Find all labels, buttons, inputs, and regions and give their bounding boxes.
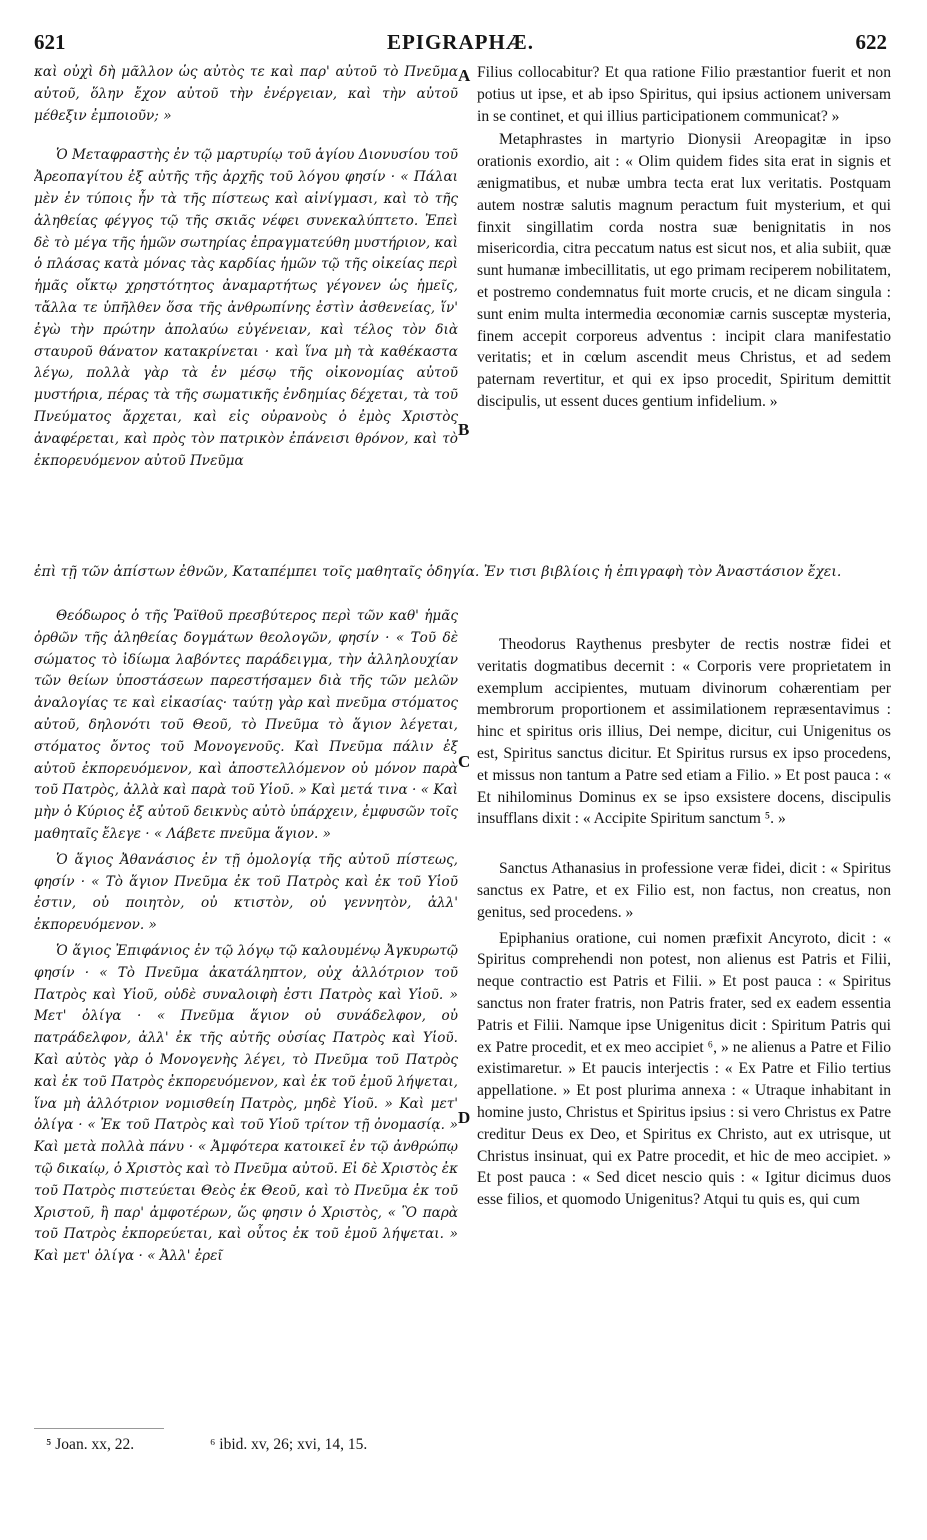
margin-letter-d: D	[458, 1108, 471, 1127]
greek-spanning-text: ἐπὶ τῇ τῶν ἀπίστων ἐθνῶν, Καταπέμπει τοῖς μαθηταῖς ὁδηγία. Ἐν τισι βιβλίοις ἡ ἐπιγραφὴ τὸν Ἀναστάσιον ἔχει.	[34, 564, 842, 580]
footnote-left: ⁵ Joan. xx, 22.	[46, 1436, 135, 1453]
greek-paragraph-5: Ὁ ἅγιος Ἐπιφάνιος ἐν τῷ λόγῳ τῷ καλουμένῳ Ἀγκυρωτῷ φησίν · « Τὸ Πνεῦμα ἀκατάληπτον, οὐχ ἀλλότριον τοῦ Πατρὸς καὶ Υἱοῦ, οὐδὲ συναλοιφὴ ἐστι Πατρὸς καὶ Υἱοῦ. » Μετ' ὀλίγα · « Πνεῦμα ἅγιον οὐ συνάδελφον, οὐ πατράδελφον, ἀλλ' ἐκ τῆς αὐτῆς οὐσίας Πατρὸς καὶ Υἱοῦ. Καὶ αὐτὸς γὰρ ὁ Μονογενὴς λέγει, τὸ Πνεῦμα τοῦ Πατρὸς καὶ ἐκ τοῦ Πατρὸς ἐκπορευόμενον, καὶ ἐκ τοῦ ἐμοῦ λήψεται, ἵνα μὴ ἀλλότριον νομισθείη Πατρὸς, μηδὲ Υἱοῦ. » Καὶ μετ' ὀλίγα · « Ἐκ τοῦ Πατρὸς καὶ τοῦ Υἱοῦ τρίτον τῇ ὀνομασίᾳ. » Καὶ μετὰ πολλὰ πάνυ · « Ἀμφότερα κατοικεῖ ἐν τῷ ἀνθρώπῳ τῷ δικαίῳ, ὁ Χριστὸς καὶ τὸ Πνεῦμα αὐτοῦ. Εἰ δὲ Χριστὸς ἐκ τοῦ Πατρὸς πιστεύεται Θεὸς ἐκ Θεοῦ, καὶ τὸ Πνεῦμα ἐκ τοῦ Χριστοῦ, ἢ παρ' ἀμφοτέρων, ὥς φησιν ὁ Χριστὸς, « Ὃ παρὰ τοῦ Πατρὸς ἐκπορεύεται, καὶ οὗτος ἐκ τοῦ ἐμοῦ λήψεται. » Καὶ μετ' ὀλίγα · « Ἀλλ' ἐρεῖ	[34, 942, 458, 1265]
page-number-left: 621	[34, 30, 66, 54]
greek-column	[34, 62, 458, 554]
footnote-right: ⁶ ibid. xv, 26; xvi, 14, 15.	[210, 1436, 368, 1453]
greek-spanning-line	[34, 562, 891, 606]
latin-column-upper	[477, 62, 891, 560]
latin-paragraph-5: Epiphanius oratione, cui nomen præfixit Ancyroto, dicit : « Spiritus comprehendi non potest, non alienus est Patris et Filii, neque contractio est Patris et Filii. » Et post pauca : « Spiritus sanctus non frater fratris, non Patris frater, sed ex eadem essentia Patris et Filii. Namque ipse Unigenitus dicit : Spiritum Patris qui ex Patre procedit, et ex meo accipiet ⁶, » ne alienus a Patre et Filio existimaretur. » Et paucis interjectis : « Ex Patre et Filio tertius appellatione. » Et post plurima annexa : « Utraque inhabitant in homine justo, Christus et Spiritus ipsius : si vero Christus ex Patre creditur Deus ex Deo, et Spiritus ex Christo, aut ex utrisque, ut Christus insinuat, qui ex Patre procedit, et hic de meo accipiet. » Et post pauca : « Sed dicet nescio quis : « Igitur dicimus duos esse filios, et quomodo Unigenitus? Atqui tu quis es, qui cum	[477, 929, 891, 1209]
page-number-right: 622	[855, 30, 887, 54]
greek-column-lower	[34, 606, 458, 1426]
margin-letter-c: C	[458, 752, 471, 771]
greek-paragraph-3: Θεόδωρος ὁ τῆς Ῥαϊθοῦ πρεσβύτερος περὶ τῶν καθ' ἡμᾶς ὀρθῶν τῆς ἀληθείας δογμάτων θεολογῶν, φησίν · « Τοῦ δὲ σώματος τὸ ἰδίωμα λαβόντες παράδειγμα, τὴν ἀλληλουχίαν τῶν θείων ὑποστάσεων παρεστήσαμεν διὰ τῆς τῶν μελῶν ἀναλογίας τε καὶ εἰκασίας· ταύτῃ γὰρ καὶ πνεῦμα στόματος αὐτοῦ, δηλονότι τοῦ Θεοῦ, τὸ Πνεῦμα τὸ ἅγιον λέγεται, στόματος ὄντος τοῦ Μονογενοῦς. Καὶ Πνεῦμα πάλιν ἐξ αὐτοῦ ἐκπορευόμενον, καὶ ἀποστελλόμενον οὐ μόνον παρὰ τοῦ Πατρὸς, ἀλλὰ καὶ παρὰ τοῦ Υἱοῦ. » Καὶ μετά τινα · « Καὶ μὴν ὁ Κύριος ἐξ αὐτοῦ δεικνὺς αὐτὸ ὑπάρχειν, ἐμφυσῶν τοῖς μαθηταῖς ἔλεγε · « Λάβετε πνεῦμα ἅγιον. »	[34, 608, 458, 842]
greek-paragraph-2: Ὁ Μεταφραστὴς ἐν τῷ μαρτυρίῳ τοῦ ἁγίου Διονυσίου τοῦ Ἀρεοπαγίτου ἐξ αὐτῆς τῆς ἀρχῆς τοῦ λόγου φησίν · « Πάλαι μὲν ἐν τύποις ἦν τὰ τῆς πίστεως καὶ αἰνίγμασι, καὶ τὸ τῆς ἀληθείας φέγγος τῷ τῆς σκιᾶς νέφει συνεκαλύπτετο. Ἐπεὶ δὲ τὸ μέγα τῆς ἡμῶν σωτηρίας ἐπραγματεύθη μυστήριον, καὶ ὁ πλάσας κατὰ μόνας τὰς καρδίας ἡμῶν τῷ τῆς οἰκείας περὶ ἡμᾶς οἴκτῳ χρηστότητος ἀναμαρτήτως γέγονεν ὡς ἡμεῖς, τἄλλα τε ὑπῆλθεν ὅσα τῆς ἀνθρωπίνης ἐστὶν ἀσθενείας, ἵν' ἐγὼ τὴν πρώτην ἀπολαύω εὐγένειαν, καὶ τέλος τὸν διὰ σταυροῦ θάνατον κατακρίνεται · καὶ ἵνα μὴ τὰ καθέκαστα λέγω, πολλὰ γὰρ τὰ ἐν μέσῳ τῆς οἰκονομίας αὐτοῦ μυστήρια, πέρας τὰ τῆς σωματικῆς ἐνδημίας δέχεται, τὰ τοῦ Πνεύματος ἄρχεται, καὶ εἰς οὐρανοὺς ὁ ἐμὸς Χριστὸς ἀναφέρεται, καὶ πρὸς τὸν πατρικὸν ἐπάνεισι θρόνον, καὶ τὸ ἐκπορευόμενον αὐτοῦ Πνεῦμα	[34, 147, 458, 469]
latin-paragraph-3: Theodorus Raythenus presbyter de rectis nostræ fidei et veritatis dogmatibus decernit : « Corporis vere proprietatem in exemplum accipientes, mutuam divinorum cohærentiam per membrorum proportionem et assimilationem repræsentavimus : hinc et spiritus oris illius, Dei nempe, dicitur, cui Unigenitus os est, Spiritus sanctus dicitur. Et Spiritus rursus ex ipso procedens, et missus non tantum a Patre sed etiam a Filio. » Et post pauca : « Et nihilominus Dominus ex se ipso exsistere docens, discipulis insufflans dixit : « Accipite Spiritum sanctum ⁵. »	[477, 636, 891, 828]
latin-paragraph-2: Metaphrastes in martyrio Dionysii Areopagitæ in ipso orationis exordio, ait : « Olim quidem fides sita erat in signis et ænigmatibus, et nubæ umbra tecta erat lux veritatis. Postquam autem nostræ salutis magnum peractum fuit mysterium, et qui finxit singillatim corda nostra suæ benignitatis in nos misericordia, citra peccatum natus est sicut nos, et alia subiit, quæ sunt humanæ imbecillitatis, ut ego primam reciperem nobilitatem, et postremo condemnatus fuit morte crucis, et ne dicam singula : sunt enim multa intermedia œconomiæ carnis susceptæ mysteria, finem accepit corporeus adventus : incipit clara manifestatio veritatis; et in cœlum ascendit meus Christus, et ad sedem paternam revertitur, et qui ex ipso procedit, Spiritum demittit discipulis, ut essent duces gentium infidelium. »	[477, 131, 891, 410]
latin-column-lower	[477, 634, 891, 1424]
running-title: EPIGRAPHÆ.	[386, 30, 535, 54]
latin-paragraph-4: Sanctus Athanasius in professione veræ fidei, dicit : « Spiritus sanctus ex Patre, et ex Filio est, non factus, non creatus, non genitus, sed procedens. »	[477, 860, 891, 921]
margin-letter-a: A	[458, 66, 471, 85]
greek-paragraph-1: καὶ οὐχὶ δὴ μᾶλλον ὡς αὐτὸς τε καὶ παρ' αὐτοῦ τὸ Πνεῦμα αὐτοῦ, ὅλην ἔχον αὐτοῦ τὴν ἐνέργειαν, καὶ τὴν αὐτοῦ μέθεξιν ἐμποιοῦν; »	[34, 64, 458, 124]
margin-letter-b: B	[458, 420, 470, 439]
latin-paragraph-1: Filius collocabitur? Et qua ratione Filio præstantior fuerit et non potius ut ipse, et ab ipso Spiritus, qui ipsius actionem universam in se continet, et qui illius participationem communicat? »	[477, 64, 891, 125]
greek-paragraph-4: Ὁ ἅγιος Ἀθανάσιος ἐν τῇ ὁμολογίᾳ τῆς αὐτοῦ πίστεως, φησίν · « Τὸ ἅγιον Πνεῦμα ἐκ τοῦ Πατρὸς καὶ ἐκ τοῦ Υἱοῦ ἐστιν, οὐ ποιητὸν, οὐ κτιστὸν, οὐ γεννητὸν, ἀλλ' ἐκπορευόμενον. »	[34, 851, 458, 934]
running-header	[34, 30, 887, 60]
footnote-rule	[34, 1428, 164, 1429]
